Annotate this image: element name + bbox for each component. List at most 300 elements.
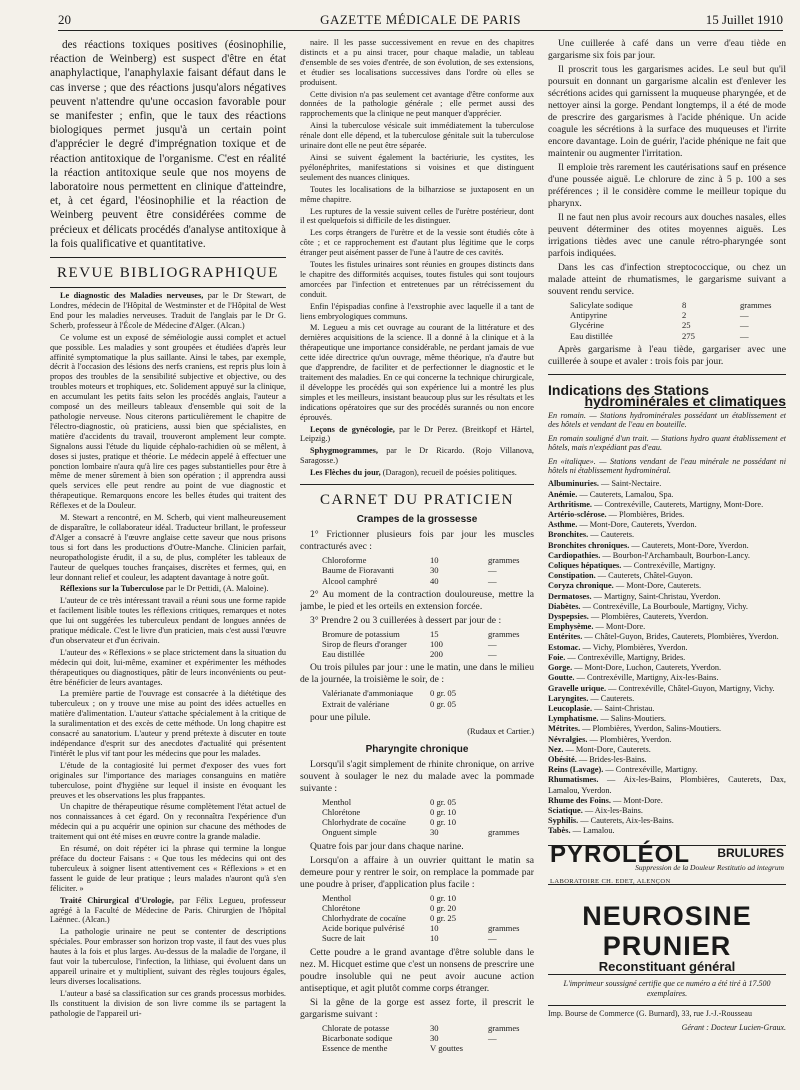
indications-list bbox=[548, 479, 786, 836]
advert-subtitle: Reconstituant général bbox=[598, 958, 736, 974]
indication-stations: — Cauterets. bbox=[588, 693, 635, 703]
book-title: Le diagnostic des Maladies nerveuses, bbox=[60, 291, 204, 301]
ingredient: Menthol bbox=[322, 796, 352, 807]
paragraph: Quatre fois par jour dans chaque narine. bbox=[310, 840, 464, 852]
prescription-line bbox=[570, 320, 786, 330]
review-paragraph bbox=[300, 121, 534, 151]
indication-item bbox=[548, 796, 786, 806]
quantity: 15 bbox=[430, 628, 439, 639]
indication-item bbox=[548, 826, 786, 836]
quantity: 275 bbox=[682, 330, 695, 341]
quantity: 30 bbox=[430, 1022, 439, 1033]
indication-name: Cardiopathies. bbox=[548, 550, 601, 560]
subhead-crampes: Crampes de la grossesse bbox=[356, 514, 478, 526]
indication-stations: — Mont-Dore. bbox=[610, 795, 663, 805]
indications-notes bbox=[548, 411, 786, 475]
indication-stations: — Saint-Christau. bbox=[592, 703, 655, 713]
indication-stations: — Contrexéville, Martigny. bbox=[621, 561, 716, 571]
advert-heading: BRULURES bbox=[717, 845, 784, 860]
indication-stations: — Saint-Nectaire. bbox=[598, 479, 662, 489]
ingredient: Chlorétone bbox=[322, 806, 361, 817]
unit: grammes bbox=[488, 628, 520, 639]
review-list-continued bbox=[300, 38, 534, 478]
quantity: 10 bbox=[430, 933, 439, 944]
indication-name: Reins (Lavage). bbox=[548, 765, 604, 775]
review-paragraph bbox=[300, 260, 534, 300]
paragraph: Cette poudre a le grand avantage d'être soluble dans le nez. M. Hicquet estime que c'est un nonsens de prescrire une poudre insoluble qui ne peut avoir aucune action antiseptique, et agit plutôt comme corps étranger. bbox=[300, 946, 534, 994]
review-paragraph bbox=[50, 291, 286, 331]
indication-stations: — Brides-les-Bains. bbox=[576, 754, 647, 764]
review-paragraph bbox=[300, 302, 534, 322]
unit bbox=[488, 688, 534, 698]
review-paragraph bbox=[50, 989, 286, 1019]
legend-note: En «italique». — Stations vendant de l'eau minérale ne possédant ni hôtels ni établissement hydrominéral. bbox=[548, 456, 786, 476]
indication-item bbox=[548, 602, 786, 612]
indication-item bbox=[548, 520, 786, 530]
review-text: Enfin l'épispadias confine à l'exstrophie avec laquelle il a tant de liens embryologiques communs. bbox=[300, 301, 534, 321]
indication-stations: — Salins-Moutiers. bbox=[598, 714, 667, 724]
prescription-line bbox=[322, 649, 534, 659]
review-text: Ce volume est un exposé de séméiologie aussi complet et actuel que possible. Les maladies y sont groupées et étudiées d'après leur affinité symptomatique la plus saillante. Ainsi le tabes, par exemple, décrit à l'occasion des lésions des nerfs craniens, est repris plus loin à propos des troubles de la sensibilité subjective et objective, ou des troubles moteurs et trophiques, etc. Solidement appuyé sur la clinique, en accumulant les petits faits selon les procédés anglais, l'auteur a composé un des meilleurs tableaux d'ensemble qui soit de la pathologie nerveuse. Nous citerons particulièrement le chapitre de l'électro-diagnostic, où praticiens, aussi bien que spécialistes, en matière d'accidents du travail, trouveront amplement leur compte. Signalons aussi l'étude du liquide céphalo-rachidien où se mêlent, à doses si justes, pratique et théorie. Le médecin appelé à effectuer une ponction lombaire n'aura qu'à lire ces pages substantielles pour être à même de mener sûrement à bien son opération ; il apprendra aussi quels services elle peut rendre au point de vue diagnostic et thérapeutique. Remarquons encore les belles études qui traitent des Réflexes et de la Douleur. bbox=[50, 332, 286, 511]
column-1 bbox=[50, 38, 286, 1082]
ingredient: Extrait de valériane bbox=[322, 698, 390, 709]
divider bbox=[50, 287, 286, 288]
indication-item bbox=[548, 806, 786, 816]
review-paragraph bbox=[300, 207, 534, 227]
column-3 bbox=[548, 38, 786, 1082]
quantity: 200 bbox=[430, 649, 443, 660]
indication-item bbox=[548, 612, 786, 622]
manager-line: Gérant : Docteur Lucien-Graux. bbox=[681, 1022, 786, 1032]
indication-name: Emphysème. bbox=[548, 622, 594, 632]
issue-date: 15 Juillet 1910 bbox=[705, 12, 783, 27]
quantity: 100 bbox=[430, 638, 443, 649]
prescription-line bbox=[322, 1033, 534, 1043]
page-number: 20 bbox=[58, 12, 71, 27]
indication-stations: — Mont-Dore. bbox=[593, 622, 646, 632]
indication-item bbox=[548, 775, 786, 795]
review-paragraph bbox=[300, 446, 534, 466]
print-run-note: L'imprimeur soussigné certifie que ce numéro a été tiré à 17.500 exemplaires. bbox=[563, 978, 771, 998]
ingredient: Onguent simple bbox=[322, 827, 377, 838]
ingredient: Menthol bbox=[322, 892, 352, 903]
review-text: M. Legueu a mis cet ouvrage au courant de la littérature et des dernières acquisitions de la science. Il a donné à la clinique et à la thérapeutique une importance considérable, ne perdant jamais de vue cette idée directrice qu'un ouvrage, même théorique, n'a d'autre but que d'apprendre, de faciliter et de perfectionner le diagnostic et le traitement des maladies. En ce qui concerne la technique chirurgicale, il développe les procédés qui son expérience lui a montré les plus simples et les meilleurs, insistant beaucoup plus sur les résultats et les indications opératoires que sur des procédés surannés ou non encore éprouvés. bbox=[300, 323, 534, 422]
indication-name: Coliques hépatiques. bbox=[548, 561, 622, 571]
indication-stations: — Cauterets, Châtel-Guyon. bbox=[595, 571, 693, 581]
indication-stations: — Plombières, Yverdon, Salins-Moutiers. bbox=[580, 724, 722, 734]
indication-item bbox=[548, 622, 786, 632]
quantity: 30 bbox=[430, 565, 439, 576]
indication-name: Obésité. bbox=[548, 754, 577, 764]
review-paragraph bbox=[300, 185, 534, 205]
imprint bbox=[548, 979, 786, 1033]
paragraph: Il ne faut nen plus avoir recours aux douches nasales, elles peuvent déterminer des otites moyennes aiguës. Les irrigations tièdes avec une canule rétro-pharyngée sont parfois indiquées. bbox=[548, 212, 786, 259]
prescription-line bbox=[322, 797, 534, 807]
indication-name: Métrites. bbox=[548, 724, 581, 734]
prescription-line bbox=[322, 893, 534, 903]
indication-name: Leucoplasie. bbox=[548, 703, 593, 713]
prescription-line bbox=[322, 576, 534, 586]
indication-stations: — Contrexéville, Cauterets, Martigny, Mont-Dore. bbox=[592, 499, 764, 509]
indication-stations: — Contrexéville, Martigny, Aix-les-Bains. bbox=[574, 673, 719, 683]
indication-stations: — Châtel-Guyon, Brides, Cauterets, Plombières, Yverdon. bbox=[582, 632, 779, 642]
indication-name: Lymphatisme. bbox=[548, 714, 599, 724]
indication-item bbox=[548, 724, 786, 734]
paragraph: Si la gêne de la gorge est assez forte, il prescrit le gargarisme suivant : bbox=[300, 996, 534, 1020]
prescription bbox=[322, 893, 534, 944]
quantity: 0 gr. 10 bbox=[430, 806, 457, 817]
review-paragraph bbox=[50, 896, 286, 926]
review-text: Un chapitre de thérapeutique résume complètement l'état actuel de nos connaissances à cet égard. On y reconnaîtra l'expérience d'un médecin qui a pu acquérir une opinion sur chacune des méthodes de traitement qui ont été mises en œuvre contre la grande maladie. bbox=[50, 802, 286, 842]
unit: — bbox=[740, 310, 749, 321]
indication-item bbox=[548, 500, 786, 510]
book-title: Traité Chirurgical d'Urologie, bbox=[60, 895, 174, 905]
paragraph: Lorsqu'on a affaire à un ouvrier quittant le matin sa demeure pour y rentrer le soir, on remplace la pommade par une poudre à priser, d'application plus facile : bbox=[300, 854, 534, 890]
paragraph: Après gargarisme à l'eau tiède, gargariser avec une cuillerée à soupe et avaler : trois fois par jour. bbox=[548, 343, 786, 367]
subhead-pharyngite: Pharyngite chronique bbox=[365, 743, 469, 755]
quantity: 30 bbox=[430, 1032, 439, 1043]
review-paragraph bbox=[50, 648, 286, 688]
indication-stations: — Cauterets, Lamalou, Spa. bbox=[577, 489, 674, 499]
paragraph: pour une pilule. bbox=[310, 711, 371, 723]
indication-name: Nez. bbox=[548, 744, 564, 754]
paragraph: Ou trois pilules par jour : une le matin, une dans le milieu de la journée, la troisième le soir, de : bbox=[300, 662, 534, 686]
indication-stations: — Vichy, Plombières, Yverdon. bbox=[580, 642, 688, 652]
review-text: La première partie de l'ouvrage est consacrée à la diététique des tuberculeux ; on y trouve une mise au point des idées actuelles en matière d'alimentation. L'auteur s'attache spécialement à la critique de la suralimentation et des excès de cette méthode. Un long chapitre est consacré au sanatorium. L'auteur y prend prétexte à discuter en toute indépendance d'esprit sur des anecdotes d'actualité qui présentent l'intérêt le plus vif tant pour les médecins que pour les malades. bbox=[50, 689, 286, 758]
prescription-line bbox=[322, 903, 534, 913]
indication-stations: — Bourbon-l'Archambault, Bourbon-Lancy. bbox=[600, 550, 750, 560]
ingredient: Acide borique pulvérisé bbox=[322, 923, 405, 934]
book-title: Les Flèches du jour, bbox=[310, 468, 381, 478]
indication-name: Tabès. bbox=[548, 826, 571, 836]
paragraph: Une cuillerée à café dans un verre d'eau tiède en gargarisme six fois par jour. bbox=[548, 38, 786, 61]
advert-lab: LABORATOIRE CH. EDET, ALENÇON bbox=[550, 877, 671, 885]
prescription-line bbox=[322, 639, 534, 649]
unit: — bbox=[488, 649, 497, 660]
review-text: Ainsi la tuberculose vésicale suit immédiatement la tuberculose rénale dont elle dépend, et la tuberculose génitale suit la tuberculose urinaire dont elle ne peut être séparée. bbox=[300, 121, 534, 151]
indication-item bbox=[548, 765, 786, 775]
review-text: par le Dr Perez. (Breitkopf et Härtel, Leipzig.) bbox=[300, 424, 534, 444]
indication-name: Dermatoses. bbox=[548, 591, 592, 601]
section-title-revue: REVUE BIBLIOGRAPHIQUE bbox=[57, 265, 279, 282]
indication-stations: — Plombières, Cauterets, Yverdon. bbox=[588, 612, 709, 622]
prescription-line bbox=[322, 629, 534, 639]
review-paragraph bbox=[50, 596, 286, 646]
review-text: Toutes les fistules urinaires sont réunies en groupes distincts dans le chapitre des difformités acquises, toutes fistules qui sont toujours amorcées par l'infection et entretenues par un rétrécissement du conduit. bbox=[300, 260, 534, 299]
review-paragraph bbox=[50, 844, 286, 894]
indication-stations: — Mont-Dore, Cauterets. bbox=[563, 744, 651, 754]
unit: — bbox=[488, 638, 497, 649]
prescription-line bbox=[322, 817, 534, 827]
advert-neurosine bbox=[548, 895, 786, 975]
indication-item bbox=[548, 704, 786, 714]
indication-stations: — Plombières, Brides. bbox=[606, 510, 685, 520]
ingredient: Glycérine bbox=[570, 320, 604, 331]
indication-name: Gravelle urique. bbox=[548, 683, 607, 693]
quantity: V gouttes bbox=[430, 1043, 464, 1054]
indication-stations: — Cauterets, Aix-les-Bains. bbox=[578, 816, 674, 826]
lead-paragraph: des réactions toxiques positives (éosinophilie, réaction de Weinberg) est suspect d'être en état anaphylactique, l'anaphylaxie faisant défaut dans le cas inverse ; que des réactions jusqu'alors négatives peuvent n'attendre qu'une occasion favorable pour se manifester ; enfin, que le taux des réactions biologiques permet jusqu'à un certain point d'apprécier le degré d'imprégnation toxique et de réaction antitoxique de l'organisme. C'est en réalité la réaction antitoxique seule que nos moyens de laboratoire nous permettent en clinique d'atteindre, et, à cet égard, l'éosinophilie et la réaction de Weinberg peuvent être considérées comme de précieux et délicats procédés d'analyse antitoxique à la fois qualificative et quantitative. bbox=[50, 39, 286, 250]
indication-item bbox=[548, 816, 786, 826]
indication-stations: — Martigny, Saint-Christau, Yverdon. bbox=[591, 591, 721, 601]
indication-stations: — Cauterets, Mont-Dore, Yverdon. bbox=[629, 540, 749, 550]
prescription-line bbox=[322, 923, 534, 933]
prescription-line bbox=[322, 827, 534, 837]
printer-line: Imp. Bourse de Commerce (G. Burnard), 33, rue J.-J.-Rousseau bbox=[548, 1005, 786, 1019]
indication-name: Dyspepsies. bbox=[548, 612, 589, 622]
indication-item bbox=[548, 755, 786, 765]
indication-item bbox=[548, 663, 786, 673]
ingredient: Salicylate sodique bbox=[570, 300, 633, 310]
indication-name: Rhume des Foins. bbox=[548, 795, 611, 805]
review-paragraph bbox=[300, 425, 534, 445]
review-paragraph bbox=[300, 90, 534, 120]
prescription bbox=[322, 797, 534, 838]
indication-name: Bronchites chroniques. bbox=[548, 540, 630, 550]
unit bbox=[488, 913, 534, 923]
ingredient: Chlorhydrate de cocaïne bbox=[322, 913, 406, 923]
indication-item bbox=[548, 684, 786, 694]
prescription-line bbox=[570, 300, 786, 310]
carnet-continued bbox=[548, 38, 786, 368]
indication-stations: — Contrexéville, Martigny. bbox=[603, 765, 698, 775]
unit: grammes bbox=[488, 555, 520, 566]
indication-item bbox=[548, 581, 786, 591]
ingredient: Chlorétone bbox=[322, 902, 361, 913]
review-paragraph bbox=[50, 513, 286, 582]
indications-title: Indications des Stations bbox=[548, 381, 710, 398]
book-title: Leçons de gynécologie, bbox=[310, 424, 395, 434]
indication-item bbox=[548, 541, 786, 551]
unit: grammes bbox=[488, 1022, 520, 1033]
unit bbox=[488, 699, 534, 709]
quantity: 0 gr. 20 bbox=[430, 902, 457, 913]
indication-stations: — Mont-Dore, Luchon, Cauterets, Yverdon. bbox=[572, 663, 722, 673]
ingredient: Eau distillée bbox=[322, 649, 365, 660]
indication-item bbox=[548, 551, 786, 561]
indication-item bbox=[548, 632, 786, 642]
indication-stations: — Lamalou. bbox=[570, 826, 615, 836]
indication-name: Goutte. bbox=[548, 673, 575, 683]
advert-pyroleol bbox=[548, 840, 786, 885]
book-title: Sphygmogrammes, bbox=[310, 446, 378, 456]
prescription bbox=[322, 555, 534, 586]
indication-name: Entérites. bbox=[548, 632, 583, 642]
advert-brand: NEUROSINE PRUNIER bbox=[582, 900, 752, 961]
indication-stations: — Aix-les-Bains. bbox=[582, 805, 643, 815]
prescription bbox=[570, 300, 786, 341]
signature: (Rudaux et Cartier.) bbox=[467, 726, 534, 736]
indication-name: Albuminuries. bbox=[548, 479, 599, 489]
prescription-line bbox=[322, 699, 534, 709]
quantity: 0 gr. 25 bbox=[430, 913, 457, 923]
unit: — bbox=[740, 330, 749, 341]
ingredient: Sucre de lait bbox=[322, 933, 365, 944]
indication-item bbox=[548, 490, 786, 500]
prescription-line bbox=[322, 933, 534, 943]
prescription-line bbox=[322, 555, 534, 565]
review-paragraph bbox=[50, 927, 286, 986]
indication-item bbox=[548, 643, 786, 653]
ingredient: Sirop de fleurs d'oranger bbox=[322, 638, 407, 649]
indication-name: Artério-sclérose. bbox=[548, 510, 607, 520]
review-text: La pathologie urinaire ne peut se contenter de descriptions spéciales. Pour embrasser son horizon trop vaste, il faut des vues plus hautes à la fois et plus larges. Au-dessus de la maladie de l'organe, il faut voir la tuberculose, l'infection, la lithiase, qui évoluent dans un appareil urinaire et y multiplient, suivant des règles toujours égales, leurs diverses localisations. bbox=[50, 927, 286, 986]
paragraph: 1° Frictionner plusieurs fois par jour les muscles contracturés avec : bbox=[300, 529, 534, 553]
prescription bbox=[322, 629, 534, 660]
review-text: En résumé, on doit répéter ici la phrase qui termine la longue préface du docteur Faisans : « Que tous les médecins qui ont des tuberculeux à soigner lisent attentivement ces « Réflexions » et en fassent le guide de leur pratique ; leurs malades n'auront qu'à s'en féliciter. » bbox=[50, 844, 286, 893]
unit: — bbox=[488, 1032, 497, 1043]
review-text: (Daragon), recueil de poésies politiques. bbox=[382, 468, 517, 478]
paragraph: 3° Prendre 2 ou 3 cuillerées à dessert par jour de : bbox=[310, 614, 502, 626]
indication-item bbox=[548, 592, 786, 602]
divider bbox=[548, 374, 786, 375]
review-text: Toutes les localisations de la bilharziose se juxtaposent en un même chapitre. bbox=[300, 184, 534, 204]
review-paragraph bbox=[50, 802, 286, 842]
section-title-carnet: CARNET DU PRATICIEN bbox=[319, 492, 515, 509]
review-text: par Félix Legueu, professeur agrégé à la Faculté de Médecine de Paris. Chirurgien de l'hôpital Laënnec. (Alcan.) bbox=[50, 895, 286, 925]
column-2 bbox=[300, 38, 534, 1082]
review-text: Ainsi se suivent également la bactériurie, les cystites, les pyélonéphrites, manifestations si voisines et que distinguent seulement des nuances cliniques. bbox=[300, 152, 534, 182]
indication-item bbox=[548, 694, 786, 704]
review-paragraph bbox=[300, 38, 534, 88]
indication-name: Rhumatismes. bbox=[548, 775, 599, 785]
book-title: Réflexions sur la Tuberculose bbox=[60, 584, 164, 594]
review-paragraph bbox=[300, 153, 534, 183]
carnet-content bbox=[300, 514, 534, 1053]
indication-name: Anémie. bbox=[548, 489, 578, 499]
paragraph: 2° Au moment de la contraction douloureuse, mettre la jambe, le pied et les orteils en extension forcée. bbox=[300, 588, 534, 612]
unit bbox=[488, 1043, 534, 1053]
indication-name: Asthme. bbox=[548, 520, 578, 530]
review-text: Cette division n'a pas seulement cet avantage d'être conforme aux données de la pathologie générale ; elle permet aussi des rapprochements que la clinique ne peut manquer d'apprécier. bbox=[300, 89, 534, 119]
paragraph: Il emploie très rarement les cautérisations sauf en présence d'une poussée aiguë. Le chlorure de zinc à 5 p. 100 a ses préférences ; il le considère comme le meilleur topique du pharynx. bbox=[548, 162, 786, 209]
ingredient: Chlorhydrate de cocaïne bbox=[322, 817, 406, 828]
review-paragraph bbox=[300, 323, 534, 422]
unit bbox=[488, 807, 534, 817]
review-paragraph bbox=[50, 584, 286, 594]
review-text: L'auteur a basé sa classification sur ces grands processus morbides. Ils constituent la division de son livre comme ils se partagent la pathologie de l'appareil uri- bbox=[50, 988, 286, 1018]
unit: — bbox=[488, 575, 497, 586]
unit bbox=[488, 797, 534, 807]
prescription-line bbox=[570, 331, 786, 341]
review-text: M. Stewart a rencontré, en M. Scherb, qui vient malheureusement de disparaître, le collaborateur idéal. Traducteur brillant, le professeur d'Alger a consacré à l'œuvre anglaise cette saveur que nous prisons tous si fort dans les productions d'Outre-Manche. Clinicien parfait, neuropathologiste érudit, il a su, de plus, compléter les tableaux de l'auteur de quelques touches françaises, discrètes et fermes, qui, en leur donnant relief et couleur, les adaptent davantage à notre goût. bbox=[50, 513, 286, 582]
quantity: 0 gr. 10 bbox=[430, 892, 457, 903]
indication-name: Constipation. bbox=[548, 571, 596, 581]
journal-title: GAZETTE MÉDICALE DE PARIS bbox=[320, 12, 521, 27]
indication-name: Arthritisme. bbox=[548, 499, 593, 509]
ingredient: Eau distillée bbox=[570, 330, 613, 341]
indication-name: Syphilis. bbox=[548, 816, 579, 826]
review-text: L'auteur des « Réflexions » se place strictement dans la situation du médecin qui doit, lui-même, examiner et expérimenter les méthodes thérapeutiques ou diagnostiques, pâtir de leurs inconvénients ou peut-être bénéficier de leurs avantages. bbox=[50, 647, 286, 687]
review-text: naire. Il les passe successivement en revue en des chapitres distincts et a pu ainsi tracer, pour chaque maladie, un tableau d'ensemble de ses voies d'entrée, de son évolution, de ses extensions, et étudier ses localisations successives dans l'ordre où elles se produisent. bbox=[300, 38, 534, 87]
indication-item bbox=[548, 745, 786, 755]
ingredient: Essence de menthe bbox=[322, 1043, 388, 1054]
indication-stations: — Contrexéville, Martigny, Brides. bbox=[565, 652, 686, 662]
paragraph: Dans les cas d'infection streptococcique, ou chez un malade atteint de rhumatismes, le gargarisme suivant a souvent rendu service. bbox=[548, 262, 786, 297]
prescription-line bbox=[322, 1043, 534, 1053]
unit bbox=[488, 903, 534, 913]
paragraph: Lorsqu'il s'agit simplement de rhinite chronique, on arrive souvent à soulager le nez du malade avec la pommade suivante : bbox=[300, 758, 534, 794]
review-list bbox=[50, 291, 286, 1018]
indication-name: Sciatique. bbox=[548, 805, 583, 815]
indication-item bbox=[548, 479, 786, 489]
quantity: 40 bbox=[430, 575, 439, 586]
review-paragraph bbox=[50, 333, 286, 511]
prescription-line bbox=[570, 310, 786, 320]
indication-item bbox=[548, 735, 786, 745]
unit: — bbox=[740, 320, 749, 331]
unit bbox=[488, 817, 534, 827]
review-paragraph bbox=[50, 689, 286, 758]
paragraph: Il proscrit tous les gargarismes acides. Le seul but qu'il poursuit en donnant un gargarisme alcalin est d'enlever les sécrétions acides qui garnissent la muqueuse pharyngée, et de nettoyer ainsi la gorge. Pendant longtemps, il a été de mode de prescrire des gargarismes à l'acide phénique. Un acide coagule les sécrétions à la surface des muqueuses et l'irrite encore davantage. Loin de guérir, l'acide phénique ne fait que maintenir ou augmenter l'irritation. bbox=[548, 64, 786, 159]
quantity: 0 gr. 05 bbox=[430, 796, 457, 807]
prescription-line bbox=[322, 913, 534, 923]
prescription bbox=[322, 1023, 534, 1054]
ingredient: Antipyrine bbox=[570, 310, 608, 321]
quantity: 10 bbox=[430, 923, 439, 934]
indication-stations: — Mont-Dore, Cauterets. bbox=[613, 581, 702, 591]
indication-item bbox=[548, 571, 786, 581]
indication-name: Bronchites. bbox=[548, 530, 589, 540]
review-text: par le Dr Pettidi, (A. Maloine). bbox=[165, 584, 269, 594]
indication-name: Estomac. bbox=[548, 642, 581, 652]
divider bbox=[300, 484, 534, 485]
unit: — bbox=[488, 565, 497, 576]
legend-note: En romain. — Stations hydrominérales possédant un établissement et des hôtels et vendant de l'eau en bouteille. bbox=[548, 411, 786, 430]
indication-item bbox=[548, 530, 786, 540]
indication-stations: — Plombières, Yverdon. bbox=[587, 734, 672, 744]
indication-item bbox=[548, 510, 786, 520]
quantity: 2 bbox=[682, 310, 687, 321]
unit: grammes bbox=[740, 300, 772, 310]
review-text: par le Dr Stewart, de Londres, médecin de l'Hôpital de Westminster et de l'Hôpital de West End pour les maladies nerveuses. Traduit de l'anglais par le Dr G. Scherb, professeur à l'École de Médecine d'Alger. (Alcan.) bbox=[50, 291, 286, 330]
indication-item bbox=[548, 561, 786, 571]
advert-tagline: Suppression de la Douleur Restitutio ad integrum bbox=[635, 862, 784, 872]
unit: grammes bbox=[488, 827, 520, 838]
ingredient: Baume de Fioravanti bbox=[322, 565, 395, 576]
quantity: 0 gr. 05 bbox=[430, 688, 457, 699]
indication-item bbox=[548, 714, 786, 724]
advert-brand: PYROLÉOL bbox=[550, 840, 691, 868]
review-text: Les ruptures de la vessie suivent celles de l'urètre postérieur, dont il est quelquefois si difficile de les distinguer. bbox=[300, 206, 534, 226]
indication-stations: — Contrexéville, Châtel-Guyon, Martigny, Vichy. bbox=[606, 683, 775, 693]
prescription-line bbox=[322, 565, 534, 575]
indication-stations: — Contrexéville, La Bourboule, Martigny, Vichy. bbox=[580, 601, 748, 611]
indication-name: Foie. bbox=[548, 652, 566, 662]
indication-item bbox=[548, 653, 786, 663]
indication-name: Laryngites. bbox=[548, 693, 589, 703]
quantity: 25 bbox=[682, 320, 691, 331]
ingredient: Chloroforme bbox=[322, 555, 367, 566]
ingredient: Valérianate d'ammoniaque bbox=[322, 688, 414, 699]
review-paragraph bbox=[300, 228, 534, 258]
review-paragraph bbox=[300, 468, 534, 478]
unit: — bbox=[488, 933, 497, 944]
quantity: 10 bbox=[430, 555, 439, 566]
indications-subtitle: hydrominérales et climatiques bbox=[584, 392, 786, 409]
ingredient: Chlorate de potasse bbox=[322, 1022, 390, 1033]
quantity: 0 gr. 05 bbox=[430, 698, 457, 709]
divider bbox=[50, 257, 286, 258]
indication-stations: — Cauterets. bbox=[588, 530, 635, 540]
indication-stations: — Mont-Dore, Cauterets, Yverdon. bbox=[577, 520, 697, 530]
prescription bbox=[322, 688, 534, 708]
review-text: Les corps étrangers de l'urètre et de la vessie sont étudiés côte à côte ; et ce rapprochement est d'autant plus légitime que le corps étranger peut aisément passer de l'une à l'autre de ces cavités. bbox=[300, 228, 534, 258]
prescription-line bbox=[322, 807, 534, 817]
ingredient: Bromure de potassium bbox=[322, 628, 400, 639]
indication-name: Diabètes. bbox=[548, 601, 581, 611]
unit bbox=[488, 893, 534, 903]
